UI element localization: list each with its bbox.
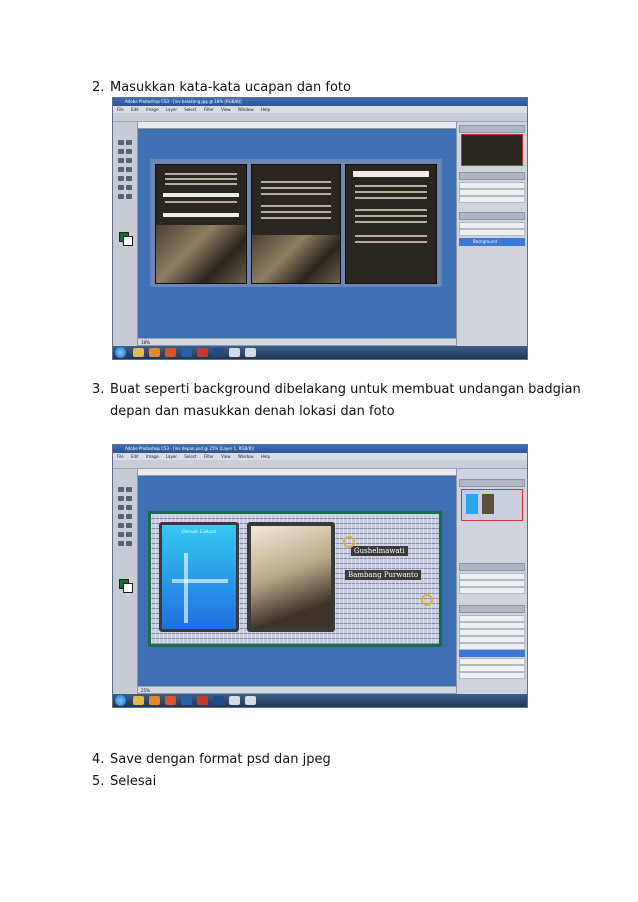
layers-panel-tab[interactable] bbox=[459, 212, 525, 220]
tray-clock bbox=[509, 348, 523, 357]
couple-photo bbox=[251, 526, 331, 628]
layer-blend-mode[interactable] bbox=[459, 615, 525, 622]
preview-map bbox=[466, 494, 478, 514]
brush-tool-icon[interactable] bbox=[118, 167, 124, 172]
slice-tool-icon[interactable] bbox=[126, 505, 132, 510]
canvas[interactable] bbox=[138, 129, 456, 338]
type-tool-icon[interactable] bbox=[126, 185, 132, 190]
text-line bbox=[261, 181, 331, 183]
status-bar bbox=[138, 338, 456, 345]
text-line bbox=[261, 211, 331, 213]
status-bar bbox=[138, 686, 456, 693]
text-line bbox=[165, 183, 237, 185]
navigator-preview bbox=[461, 489, 523, 521]
menu-item[interactable]: View bbox=[221, 454, 231, 459]
hand-tool-icon[interactable] bbox=[118, 194, 124, 199]
explorer-icon[interactable] bbox=[133, 348, 144, 357]
layer-effect-row[interactable] bbox=[459, 665, 525, 672]
start-button-icon[interactable] bbox=[115, 695, 126, 706]
layer-effect-row[interactable] bbox=[459, 658, 525, 665]
color-slider[interactable] bbox=[459, 182, 525, 189]
windows-taskbar bbox=[113, 694, 527, 707]
menu-item[interactable]: View bbox=[221, 107, 231, 112]
firefox-icon[interactable] bbox=[165, 696, 176, 705]
location-map bbox=[159, 522, 239, 632]
map-title: Denah Lokasi bbox=[181, 529, 217, 535]
layer-lock-row[interactable] bbox=[459, 229, 525, 236]
color-slider[interactable] bbox=[459, 196, 525, 203]
invitation-card-right bbox=[345, 164, 437, 284]
move-tool-icon[interactable] bbox=[118, 140, 124, 145]
menu-item[interactable]: Select bbox=[184, 107, 197, 112]
media-icon[interactable] bbox=[149, 348, 160, 357]
menu-item[interactable]: File bbox=[117, 454, 124, 459]
wand-tool-icon[interactable] bbox=[126, 149, 132, 154]
step-text: Masukkan kata-kata ucapan dan foto bbox=[110, 80, 351, 95]
step-number: 3. bbox=[92, 382, 105, 397]
ornament-icon bbox=[421, 594, 433, 606]
zoom-level: 25% bbox=[141, 688, 150, 693]
text-line bbox=[261, 187, 331, 189]
text-line bbox=[355, 221, 427, 223]
photoshop-screenshot-2 bbox=[112, 444, 528, 708]
groom-name: Bambang Purwanto bbox=[345, 570, 421, 580]
lasso-tool-icon[interactable] bbox=[118, 496, 124, 501]
menu-item[interactable]: Layer bbox=[165, 454, 177, 459]
word-icon[interactable] bbox=[229, 348, 240, 357]
text-line bbox=[355, 191, 427, 193]
menu-item[interactable]: File bbox=[117, 107, 124, 112]
text-line bbox=[355, 215, 427, 217]
invitation-front-design bbox=[148, 511, 442, 647]
menu-item[interactable]: Filter bbox=[203, 454, 214, 459]
layer-name: Background bbox=[473, 239, 497, 244]
options-bar bbox=[113, 113, 527, 122]
windows-taskbar bbox=[113, 346, 527, 359]
color-slider[interactable] bbox=[459, 573, 525, 580]
invitation-card-middle bbox=[251, 164, 341, 284]
invitation-card-left bbox=[155, 164, 247, 284]
menu-item[interactable]: Edit bbox=[130, 107, 139, 112]
gradient-tool-icon[interactable] bbox=[126, 523, 132, 528]
menu-item[interactable]: Window bbox=[237, 454, 254, 459]
layer-row[interactable] bbox=[459, 629, 525, 636]
invitation-back-design bbox=[150, 159, 442, 287]
preview-photo bbox=[482, 494, 494, 514]
photoshop-icon[interactable] bbox=[181, 696, 192, 705]
step-number: 5. bbox=[92, 774, 105, 789]
zoom-tool-icon[interactable] bbox=[126, 541, 132, 546]
eraser-tool-icon[interactable] bbox=[118, 523, 124, 528]
photoshop-window-icon[interactable] bbox=[213, 348, 224, 357]
text-line bbox=[355, 197, 427, 199]
ornament-icon bbox=[343, 536, 355, 548]
layer-effect-row[interactable] bbox=[459, 636, 525, 643]
name-line bbox=[163, 193, 239, 197]
tray-clock bbox=[509, 696, 523, 705]
step-text: Buat seperti background dibelakang untuk membuat undangan badgian bbox=[110, 382, 581, 397]
window-title: Adobe Photoshop CS3 - [inv belakang.jpg @ 18% (RGB/8)] bbox=[113, 98, 527, 106]
pen-tool-icon[interactable] bbox=[118, 185, 124, 190]
crop-tool-icon[interactable] bbox=[118, 505, 124, 510]
color-panel-tab[interactable] bbox=[459, 563, 525, 571]
background-color-swatch[interactable] bbox=[123, 583, 133, 593]
menu-item[interactable]: Select bbox=[184, 454, 197, 459]
text-line bbox=[165, 173, 237, 175]
zoom-tool-icon[interactable] bbox=[126, 194, 132, 199]
menu-item[interactable]: Layer bbox=[165, 107, 177, 112]
explorer-icon[interactable] bbox=[133, 696, 144, 705]
brush-tool-icon[interactable] bbox=[118, 514, 124, 519]
map-road bbox=[184, 553, 188, 623]
map-road bbox=[172, 579, 228, 583]
text-line bbox=[355, 241, 427, 243]
options-bar bbox=[113, 460, 527, 469]
type-tool-icon[interactable] bbox=[126, 532, 132, 537]
arabic-heading bbox=[353, 171, 429, 177]
menu-item[interactable]: Image bbox=[146, 107, 159, 112]
acrobat-icon[interactable] bbox=[197, 696, 208, 705]
step-text: Selesai bbox=[110, 774, 157, 789]
color-panel-tab[interactable] bbox=[459, 172, 525, 180]
hand-tool-icon[interactable] bbox=[118, 541, 124, 546]
gradient-tool-icon[interactable] bbox=[126, 176, 132, 181]
navigator-preview bbox=[461, 134, 523, 166]
layer-effect-row[interactable] bbox=[459, 672, 525, 679]
marquee-tool-icon[interactable] bbox=[126, 487, 132, 492]
firefox-icon[interactable] bbox=[165, 348, 176, 357]
navigator-panel-tab[interactable] bbox=[459, 479, 525, 487]
navigator-panel-tab[interactable] bbox=[459, 125, 525, 133]
text-line bbox=[261, 205, 331, 207]
menu-item[interactable]: Window bbox=[237, 107, 254, 112]
step-text-continued: depan dan masukkan denah lokasi dan foto bbox=[110, 404, 395, 419]
image-viewer-icon[interactable] bbox=[245, 696, 256, 705]
color-slider[interactable] bbox=[459, 587, 525, 594]
step-text: Save dengan format psd dan jpeg bbox=[110, 752, 331, 767]
stamp-tool-icon[interactable] bbox=[126, 167, 132, 172]
toolbox bbox=[113, 469, 138, 694]
move-tool-icon[interactable] bbox=[118, 487, 124, 492]
layers-panel-tab[interactable] bbox=[459, 605, 525, 613]
text-line bbox=[355, 185, 427, 187]
photoshop-icon[interactable] bbox=[181, 348, 192, 357]
horizontal-ruler bbox=[138, 122, 456, 129]
photoshop-screenshot-1 bbox=[112, 97, 528, 360]
zoom-level: 18% bbox=[141, 340, 150, 345]
panels-dock bbox=[456, 469, 527, 694]
slice-tool-icon[interactable] bbox=[126, 158, 132, 163]
stamp-tool-icon[interactable] bbox=[126, 514, 132, 519]
text-line bbox=[165, 201, 237, 203]
layer-lock-row[interactable] bbox=[459, 622, 525, 629]
canvas[interactable] bbox=[138, 476, 456, 686]
menu-bar bbox=[113, 453, 527, 460]
start-button-icon[interactable] bbox=[115, 347, 126, 358]
menu-item[interactable]: Help bbox=[260, 107, 271, 112]
layer-effect-row[interactable] bbox=[459, 643, 525, 650]
step-number: 4. bbox=[92, 752, 105, 767]
names-block bbox=[341, 536, 437, 606]
text-line bbox=[355, 235, 427, 237]
menu-item[interactable]: Help bbox=[260, 454, 271, 459]
panels-dock bbox=[456, 122, 527, 346]
background-color-swatch[interactable] bbox=[123, 236, 133, 246]
acrobat-icon[interactable] bbox=[197, 348, 208, 357]
couple-photo bbox=[252, 235, 340, 283]
color-slider[interactable] bbox=[459, 189, 525, 196]
menu-bar bbox=[113, 106, 527, 113]
couple-photo-frame bbox=[247, 522, 335, 632]
word-icon[interactable] bbox=[229, 696, 240, 705]
menu-item[interactable]: Image bbox=[146, 454, 159, 459]
lasso-tool-icon[interactable] bbox=[118, 149, 124, 154]
window-title: Adobe Photoshop CS3 - [inv depan.psd @ 25% (Layer 1, RGB/8)] bbox=[113, 445, 527, 453]
photoshop-window-icon[interactable] bbox=[213, 696, 224, 705]
name-line bbox=[163, 213, 239, 217]
marquee-tool-icon[interactable] bbox=[126, 140, 132, 145]
text-line bbox=[355, 209, 427, 211]
layer-blend-mode[interactable] bbox=[459, 222, 525, 229]
text-line bbox=[261, 193, 331, 195]
step-number: 2. bbox=[92, 80, 105, 95]
menu-item[interactable]: Filter bbox=[203, 107, 214, 112]
crop-tool-icon[interactable] bbox=[118, 158, 124, 163]
image-viewer-icon[interactable] bbox=[245, 348, 256, 357]
wand-tool-icon[interactable] bbox=[126, 496, 132, 501]
text-line bbox=[165, 178, 237, 180]
media-icon[interactable] bbox=[149, 696, 160, 705]
text-line bbox=[261, 217, 331, 219]
color-slider[interactable] bbox=[459, 580, 525, 587]
eraser-tool-icon[interactable] bbox=[118, 176, 124, 181]
toolbox bbox=[113, 122, 138, 346]
couple-photo bbox=[156, 225, 246, 283]
horizontal-ruler bbox=[138, 469, 456, 476]
layer-row-selected[interactable] bbox=[459, 650, 525, 657]
layer-row-background[interactable] bbox=[459, 238, 525, 246]
pen-tool-icon[interactable] bbox=[118, 532, 124, 537]
bride-name: Gushelmawati bbox=[351, 546, 408, 556]
menu-item[interactable]: Edit bbox=[130, 454, 139, 459]
